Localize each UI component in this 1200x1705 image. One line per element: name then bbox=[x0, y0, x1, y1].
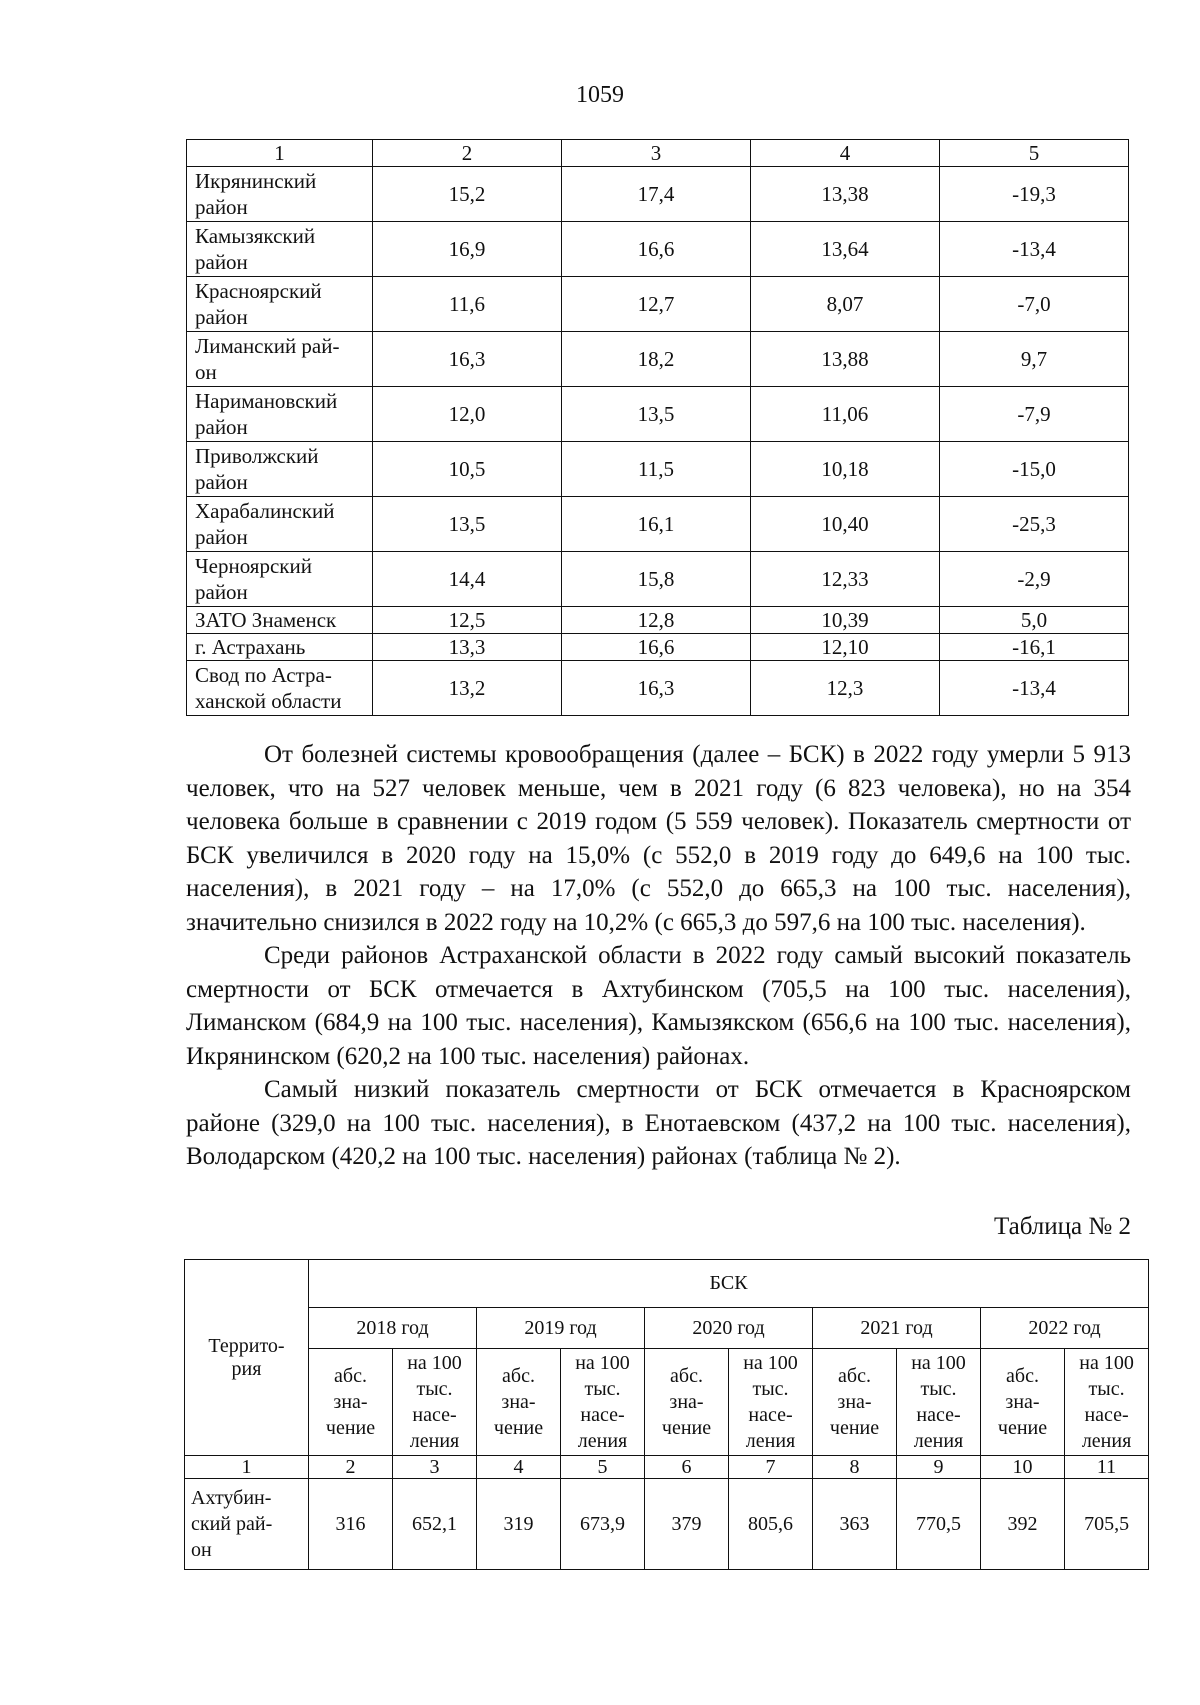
value-cell: 16,1 bbox=[562, 497, 751, 552]
value-cell: 14,4 bbox=[373, 552, 562, 607]
cell-line: он bbox=[195, 360, 217, 384]
table-2 bbox=[184, 1259, 1149, 1570]
value-cell: 10,5 bbox=[373, 442, 562, 497]
column-index-cell: 7 bbox=[729, 1456, 813, 1479]
cell-line: район bbox=[195, 305, 248, 329]
cell-line: зна- bbox=[501, 1391, 536, 1413]
cell-line: ханской области bbox=[195, 689, 342, 713]
cell-line: чение bbox=[325, 1417, 376, 1439]
cell-line: Черноярский bbox=[195, 554, 312, 578]
cell-line: район bbox=[195, 415, 248, 439]
cell-line: Свод по Астра- bbox=[195, 663, 332, 687]
value-cell: 392 bbox=[981, 1479, 1065, 1570]
per-100k-header-cell bbox=[1065, 1349, 1149, 1456]
value-cell: -13,4 bbox=[940, 661, 1129, 716]
per-100k-header-cell bbox=[561, 1349, 645, 1456]
cell-line: тыс. bbox=[584, 1378, 621, 1400]
column-index-cell: 11 bbox=[1065, 1456, 1149, 1479]
cell-line: он bbox=[191, 1539, 212, 1561]
column-index-cell: 6 bbox=[645, 1456, 729, 1479]
cell-line: г. Астрахань bbox=[195, 635, 306, 659]
value-cell: 11,06 bbox=[751, 387, 940, 442]
cell-line: абс. bbox=[334, 1365, 367, 1387]
cell-line: район bbox=[195, 195, 248, 219]
value-cell: -13,4 bbox=[940, 222, 1129, 277]
abs-value-header-cell bbox=[813, 1349, 897, 1456]
value-cell: 18,2 bbox=[562, 332, 751, 387]
cell-line: тыс. bbox=[1088, 1378, 1125, 1400]
territory-cell bbox=[187, 634, 373, 661]
value-cell: 805,6 bbox=[729, 1479, 813, 1570]
value-cell: 13,38 bbox=[751, 167, 940, 222]
cell-line: Харабалинский bbox=[195, 499, 335, 523]
paragraph: Самый низкий показатель смертности от БСК отмечается в Красноярском районе (329,0 на 100 тыс. населения), в Енотаевском (437,2 на 100 тыс. населения), Володарском (420,2 на 100 тыс. населения) районах (таблица № 2). bbox=[186, 1076, 1131, 1170]
value-cell: 12,0 bbox=[373, 387, 562, 442]
territory-header-cell bbox=[185, 1260, 309, 1456]
value-cell: 16,6 bbox=[562, 222, 751, 277]
value-cell: 12,5 bbox=[373, 607, 562, 634]
column-index-cell: 5 bbox=[561, 1456, 645, 1479]
value-cell: 316 bbox=[309, 1479, 393, 1570]
cell-line: район bbox=[195, 470, 248, 494]
cell-line: на 100 bbox=[911, 1352, 966, 1374]
column-index-cell: 1 bbox=[185, 1456, 309, 1479]
cell-line: насе- bbox=[1084, 1404, 1129, 1426]
value-cell: -7,0 bbox=[940, 277, 1129, 332]
column-index-cell: 8 bbox=[813, 1456, 897, 1479]
table-1 bbox=[186, 139, 1129, 716]
value-cell: 12,8 bbox=[562, 607, 751, 634]
value-cell: 673,9 bbox=[561, 1479, 645, 1570]
value-cell: -2,9 bbox=[940, 552, 1129, 607]
cell-line: ления bbox=[913, 1430, 964, 1452]
value-cell: 8,07 bbox=[751, 277, 940, 332]
cell-line: Наримановский bbox=[195, 389, 338, 413]
cell-line: район bbox=[195, 250, 248, 274]
territory-cell bbox=[187, 332, 373, 387]
cell-line: чение bbox=[829, 1417, 880, 1439]
cell-line: чение bbox=[997, 1417, 1048, 1439]
value-cell: 770,5 bbox=[897, 1479, 981, 1570]
value-cell: 11,5 bbox=[562, 442, 751, 497]
year-header-cell: 2019 год bbox=[477, 1308, 645, 1349]
table-row bbox=[187, 277, 1129, 332]
cell-line: ления bbox=[577, 1430, 628, 1452]
column-index-cell: 3 bbox=[393, 1456, 477, 1479]
value-cell: -7,9 bbox=[940, 387, 1129, 442]
value-cell: 319 bbox=[477, 1479, 561, 1570]
cell-line: тыс. bbox=[752, 1378, 789, 1400]
column-index-cell: 10 bbox=[981, 1456, 1065, 1479]
abs-value-header-cell bbox=[645, 1349, 729, 1456]
table-row bbox=[185, 1479, 1149, 1570]
cell-line: на 100 bbox=[575, 1352, 630, 1374]
year-header-cell: 2022 год bbox=[981, 1308, 1149, 1349]
value-cell: 10,40 bbox=[751, 497, 940, 552]
cell-line: тыс. bbox=[416, 1378, 453, 1400]
year-header-cell: 2018 год bbox=[309, 1308, 477, 1349]
cell-line: абс. bbox=[670, 1365, 703, 1387]
cell-line: чение bbox=[661, 1417, 712, 1439]
territory-cell bbox=[187, 277, 373, 332]
per-100k-header-cell bbox=[729, 1349, 813, 1456]
territory-cell bbox=[187, 222, 373, 277]
year-header-cell: 2020 год bbox=[645, 1308, 813, 1349]
cell-line: ления bbox=[1081, 1430, 1132, 1452]
cell-line: зна- bbox=[669, 1391, 704, 1413]
paragraph: Среди районов Астраханской области в 2022 году самый высокий показатель смертности от БСК отмечается в Ахтубинском (705,5 на 100 тыс. населения), Лиманском (684,9 на 100 тыс. населения), Камызякском (656,6 на 100 тыс. населения), Икрянинском (620,2 на 100 тыс. населения) районах. bbox=[186, 942, 1131, 1070]
cell-line: насе- bbox=[412, 1404, 457, 1426]
territory-cell bbox=[187, 167, 373, 222]
header-row-group bbox=[185, 1260, 1149, 1308]
cell-line: район bbox=[195, 525, 248, 549]
cell-line: зна- bbox=[837, 1391, 872, 1413]
value-cell: -25,3 bbox=[940, 497, 1129, 552]
value-cell: 16,3 bbox=[562, 661, 751, 716]
cell-line: Икрянинский bbox=[195, 169, 317, 193]
column-index-cell: 3 bbox=[562, 140, 751, 167]
header-row-sub bbox=[185, 1349, 1149, 1456]
table-2-caption: Таблица № 2 bbox=[993, 1213, 1131, 1240]
cell-line: Лиманский рай- bbox=[195, 334, 340, 358]
value-cell: 13,2 bbox=[373, 661, 562, 716]
cell-line: Приволжский bbox=[195, 444, 319, 468]
cell-line: ский рай- bbox=[191, 1513, 273, 1535]
value-cell: 705,5 bbox=[1065, 1479, 1149, 1570]
cell-line: район bbox=[195, 580, 248, 604]
per-100k-header-cell bbox=[393, 1349, 477, 1456]
value-cell: 15,8 bbox=[562, 552, 751, 607]
territory-cell bbox=[187, 497, 373, 552]
cell-line: абс. bbox=[502, 1365, 535, 1387]
column-index-cell: 9 bbox=[897, 1456, 981, 1479]
value-cell: 16,9 bbox=[373, 222, 562, 277]
cell-line: Террито- bbox=[208, 1334, 285, 1357]
year-header-cell: 2021 год bbox=[813, 1308, 981, 1349]
value-cell: 13,5 bbox=[562, 387, 751, 442]
value-cell: 12,7 bbox=[562, 277, 751, 332]
cell-line: зна- bbox=[333, 1391, 368, 1413]
table-row bbox=[187, 167, 1129, 222]
cell-line: Красноярский bbox=[195, 279, 322, 303]
cell-line: абс. bbox=[838, 1365, 871, 1387]
column-index-cell: 2 bbox=[373, 140, 562, 167]
table-row bbox=[187, 634, 1129, 661]
table-row bbox=[187, 332, 1129, 387]
paragraph: От болезней системы кровообращения (далее – БСК) в 2022 году умерли 5 913 человек, что на 527 человек меньше, чем в 2021 году (6 823 человека), но на 354 человека больше в сравнении с 2019 годом (5 559 человек). Показатель смертности от БСК увеличился в 2020 году на 15,0% (с 552,0 в 2019 году до 649,6 на 100 тыс. населения), в 2021 году – на 17,0% (с 552,0 до 665,3 на 100 тыс. населения), значительно снизился в 2022 году на 10,2% (с 665,3 до 597,6 на 100 тыс. населения). bbox=[186, 741, 1131, 936]
table-row bbox=[187, 497, 1129, 552]
cell-line: Камызякский bbox=[195, 224, 316, 248]
territory-cell bbox=[185, 1479, 309, 1570]
value-cell: 12,10 bbox=[751, 634, 940, 661]
value-cell: -19,3 bbox=[940, 167, 1129, 222]
value-cell: 12,3 bbox=[751, 661, 940, 716]
cell-line: насе- bbox=[580, 1404, 625, 1426]
column-index-cell: 4 bbox=[477, 1456, 561, 1479]
column-index-cell: 5 bbox=[940, 140, 1129, 167]
territory-cell bbox=[187, 442, 373, 497]
table-header-row bbox=[187, 140, 1129, 167]
cell-line: ления bbox=[409, 1430, 460, 1452]
column-index-cell: 2 bbox=[309, 1456, 393, 1479]
cell-line: ЗАТО Знаменск bbox=[195, 608, 337, 632]
value-cell: 10,39 bbox=[751, 607, 940, 634]
table-row bbox=[187, 442, 1129, 497]
table-row bbox=[187, 222, 1129, 277]
value-cell: 5,0 bbox=[940, 607, 1129, 634]
table-row bbox=[187, 661, 1129, 716]
cell-line: на 100 bbox=[1079, 1352, 1134, 1374]
page-number: 1059 bbox=[576, 82, 624, 108]
cell-line: на 100 bbox=[407, 1352, 462, 1374]
value-cell: 16,6 bbox=[562, 634, 751, 661]
value-cell: 13,3 bbox=[373, 634, 562, 661]
cell-line: абс. bbox=[1006, 1365, 1039, 1387]
cell-line: чение bbox=[493, 1417, 544, 1439]
value-cell: 12,33 bbox=[751, 552, 940, 607]
territory-cell bbox=[187, 387, 373, 442]
value-cell: 363 bbox=[813, 1479, 897, 1570]
table-row bbox=[187, 552, 1129, 607]
cell-line: зна- bbox=[1005, 1391, 1040, 1413]
cell-line: тыс. bbox=[920, 1378, 957, 1400]
cell-line: ления bbox=[745, 1430, 796, 1452]
column-index-cell: 4 bbox=[751, 140, 940, 167]
value-cell: 13,64 bbox=[751, 222, 940, 277]
value-cell: 13,5 bbox=[373, 497, 562, 552]
value-cell: 379 bbox=[645, 1479, 729, 1570]
column-index-row bbox=[185, 1456, 1149, 1479]
cell-line: рия bbox=[231, 1357, 262, 1380]
cell-line: Ахтубин- bbox=[191, 1487, 272, 1509]
cell-line: на 100 bbox=[743, 1352, 798, 1374]
value-cell: -15,0 bbox=[940, 442, 1129, 497]
body-text bbox=[186, 738, 1131, 1174]
territory-cell bbox=[187, 661, 373, 716]
value-cell: 13,88 bbox=[751, 332, 940, 387]
value-cell: 16,3 bbox=[373, 332, 562, 387]
territory-cell bbox=[187, 552, 373, 607]
per-100k-header-cell bbox=[897, 1349, 981, 1456]
table-row bbox=[187, 387, 1129, 442]
abs-value-header-cell bbox=[981, 1349, 1065, 1456]
abs-value-header-cell bbox=[309, 1349, 393, 1456]
table-row bbox=[187, 607, 1129, 634]
value-cell: 15,2 bbox=[373, 167, 562, 222]
header-row-years bbox=[185, 1308, 1149, 1349]
territory-cell bbox=[187, 607, 373, 634]
value-cell: 652,1 bbox=[393, 1479, 477, 1570]
value-cell: 11,6 bbox=[373, 277, 562, 332]
cell-line: насе- bbox=[748, 1404, 793, 1426]
value-cell: -16,1 bbox=[940, 634, 1129, 661]
value-cell: 9,7 bbox=[940, 332, 1129, 387]
value-cell: 10,18 bbox=[751, 442, 940, 497]
abs-value-header-cell bbox=[477, 1349, 561, 1456]
value-cell: 17,4 bbox=[562, 167, 751, 222]
cell-line: насе- bbox=[916, 1404, 961, 1426]
group-header-cell: БСК bbox=[309, 1260, 1149, 1308]
column-index-cell: 1 bbox=[187, 140, 373, 167]
